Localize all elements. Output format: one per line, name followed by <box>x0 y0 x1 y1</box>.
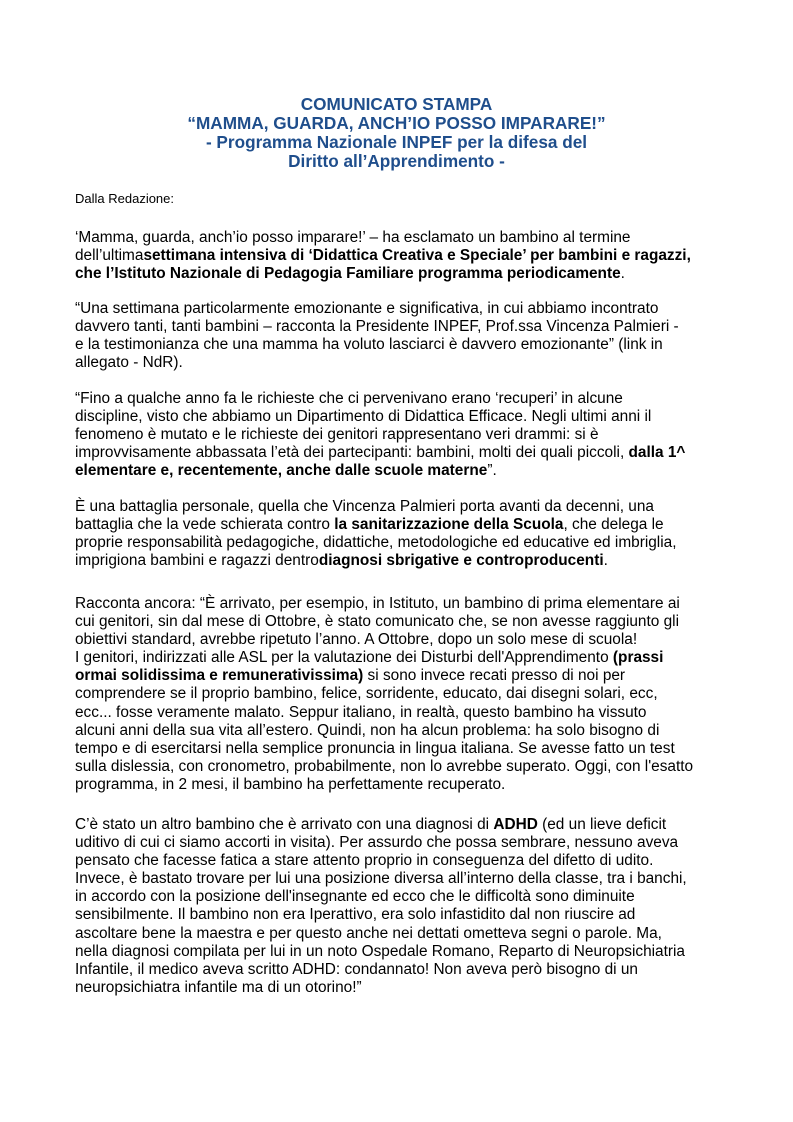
text-line: “Una settimana particolarmente emozionante e significativa, in cui abbiamo incontrato <box>75 300 659 317</box>
text-run: , che delega le <box>563 516 664 534</box>
text-run: ”. <box>487 462 497 480</box>
text-line: È una battaglia personale, quella che Vincenza Palmieri porta avanti da decenni, una <box>75 498 654 515</box>
text-line: proprie responsabilità pedagogiche, didattiche, metodologiche ed educative ed imbriglia, <box>75 534 677 552</box>
paragraph-2 <box>75 300 735 372</box>
text-line: ‘Mamma, guarda, anch’io posso imparare!’ – ha esclamato un bambino al termine <box>75 229 631 246</box>
text-run: improvvisamente abbassata l’età dei partecipanti: bambini, molti dei quali piccoli, <box>75 444 629 462</box>
text-line <box>75 444 735 462</box>
text-line: Infantile, il medico aveva scritto ADHD: condannato! Non aveva però bisogno di un <box>75 960 638 978</box>
text-line: e la testimonianza che una mamma ha voluto lasciarci è davvero emozionante” (link in <box>75 336 663 354</box>
text-line: in accordo con la posizione dell'insegnante ed ecco che le difficoltà sono diminuite <box>75 888 635 906</box>
text-line: tempo e di esercitarsi nella semplice pronuncia in lingua italiana. Se avesse fatto un test <box>75 739 675 757</box>
paragraph-6 <box>75 816 735 997</box>
text-line <box>75 462 735 480</box>
heading-line-1: COMUNICATO STAMPA <box>300 94 493 114</box>
text-run: I genitori, indirizzati alle ASL per la valutazione dei Disturbi dell'Apprendimento <box>75 649 613 667</box>
editorial-byline: Dalla Redazione: <box>75 191 175 206</box>
text-run: si sono invece recati presso di noi per <box>363 667 626 685</box>
text-line: comprendere se il proprio bambino, felice, sorridente, educato, dai disegni solari, ecc, <box>75 685 658 703</box>
text-run: imprigiona bambini e ragazzi dentro <box>75 552 319 570</box>
text-run: (ed un lieve deficit <box>537 816 667 833</box>
text-line: nella diagnosi compilata per lui in un noto Ospedale Romano, Reparto di Neuropsichiatria <box>75 942 685 960</box>
text-line <box>75 552 735 570</box>
text-line <box>75 247 735 265</box>
text-line: neuropsichiatra infantile ma di un otorino!” <box>75 978 362 996</box>
bold-text: che l’Istituto Nazionale di Pedagogia Familiare programma periodicamente <box>75 265 621 283</box>
text-line: sensibilmente. Il bambino non era Iperattivo, era solo infastidito dal non riuscire ad <box>75 906 636 924</box>
text-line <box>75 516 735 534</box>
bold-text: settimana intensiva di ‘Didattica Creativa e Speciale’ per bambini e ragazzi, <box>143 247 691 265</box>
text-line <box>75 265 735 283</box>
text-line: davvero tanti, tanti bambini – racconta la Presidente INPEF, Prof.ssa Vincenza Palmieri - <box>75 318 679 336</box>
text-line <box>75 649 735 667</box>
heading-line-3: - Programma Nazionale INPEF per la difesa del <box>205 132 588 152</box>
heading-line-2: “MAMMA, GUARDA, ANCH’IO POSSO IMPARARE!” <box>187 113 606 133</box>
text-run: battaglia che la vede schierata contro <box>75 516 335 534</box>
heading-line-4: Diritto all’Apprendimento - <box>288 151 505 171</box>
text-run: C’è stato un altro bambino che è arrivato con una diagnosi di <box>75 816 494 833</box>
text-line <box>75 667 735 685</box>
bold-text: (prassi <box>612 649 664 667</box>
text-line: uditivo di cui ci siamo accorti in visita). Per assurdo che possa sembrare, nessuno aveva <box>75 834 679 852</box>
bold-text: la sanitarizzazione della Scuola <box>334 516 564 534</box>
text-run: dell’ultima <box>75 247 144 265</box>
text-line: Racconta ancora: “È arrivato, per esempio, in Istituto, un bambino di prima elementare ai <box>75 595 680 612</box>
text-line: allegato - NdR). <box>75 354 183 372</box>
bold-text: dalla 1^ <box>628 444 686 462</box>
press-release-heading <box>0 95 793 171</box>
paragraph-1 <box>75 229 735 283</box>
text-line: obiettivi standard, avrebbe ripetuto l’anno. A Ottobre, dopo un solo mese di scuola! <box>75 631 638 649</box>
bold-text: ADHD <box>493 816 538 833</box>
text-line: cui genitori, sin dal mese di Ottobre, è stato comunicato che, se non avesse raggiunto gli <box>75 613 679 631</box>
bold-text: elementare e, recentemente, anche dalle scuole materne <box>75 462 488 480</box>
text-line: pensato che facesse fatica a stare attento proprio in conseguenza del difetto di udito. <box>75 852 654 870</box>
paragraph-5 <box>75 595 735 794</box>
text-line: ascoltare bene la maestra e per questo anche nei dettati ometteva segni o parole. Ma, <box>75 924 662 942</box>
bold-text: diagnosi sbrigative e controproducenti <box>318 552 604 570</box>
text-line: “Fino a qualche anno fa le richieste che ci pervenivano erano ‘recuperi’ in alcune <box>75 390 623 407</box>
text-line: fenomeno è mutato e le richieste dei genitori rappresentano veri drammi: si è <box>75 426 599 444</box>
text-line <box>75 816 735 834</box>
text-line: sulla dislessia, con cronometro, probabilmente, non lo avrebbe superato. Oggi, con l'esatto <box>75 757 694 775</box>
text-line: programma, in 2 mesi, il bambino ha perfettamente recuperato. <box>75 775 506 793</box>
text-line: alcuni anni della sua vita all’estero. Quindi, non ha alcun problema: ha solo bisogno di <box>75 721 660 739</box>
text-line: ecc... fosse veramente malato. Seppur italiano, in realtà, questo bambino ha vissuto <box>75 703 647 721</box>
bold-text: ormai solidissima e remunerativissima) <box>75 667 364 685</box>
paragraph-3 <box>75 390 735 480</box>
text-run: . <box>620 265 625 283</box>
text-line: discipline, visto che abbiamo un Dipartimento di Didattica Efficace. Negli ultimi anni il <box>75 408 652 426</box>
text-run: . <box>603 552 608 570</box>
paragraph-4 <box>75 498 735 570</box>
text-line: Invece, è bastato trovare per lui una posizione diversa all’interno della classe, tra i banchi, <box>75 870 687 888</box>
